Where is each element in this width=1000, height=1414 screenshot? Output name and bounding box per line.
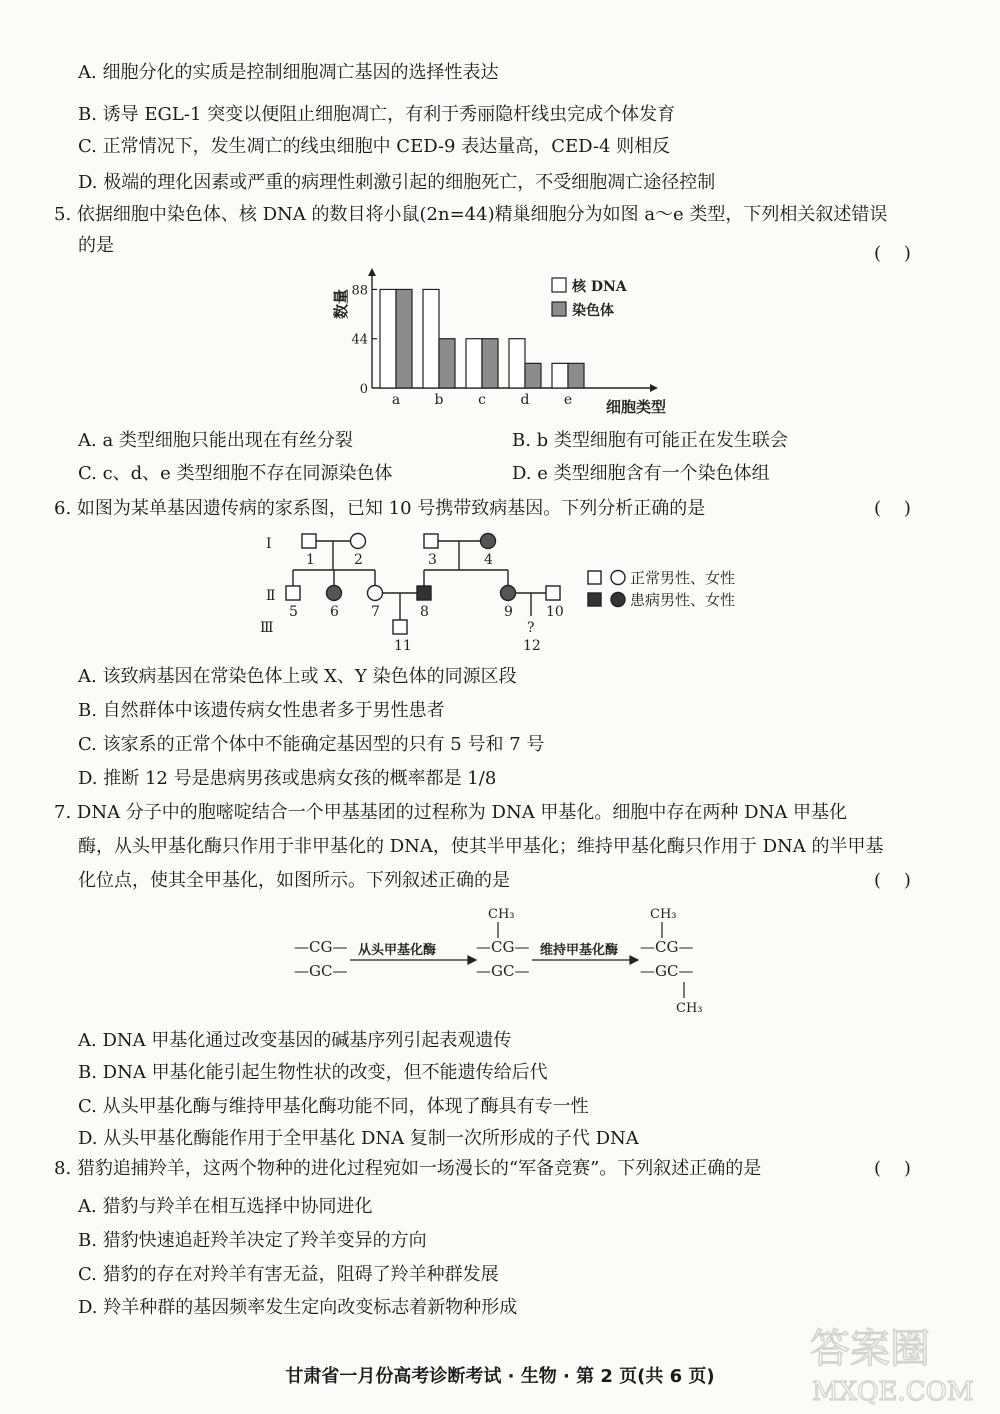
x-axis-arrow <box>650 384 658 392</box>
bar-d-chromosome <box>525 363 541 388</box>
svg-text:11: 11 <box>394 638 412 654</box>
bar-e-chromosome <box>568 363 584 388</box>
q8-option-a: A. 猎豹与羚羊在相互选择中协同进化 <box>78 1196 373 1217</box>
bar-b-chromosome <box>439 339 455 388</box>
q6-pedigree <box>250 528 770 658</box>
unknown-mark: ? <box>527 620 535 636</box>
y-axis-label: 数量 <box>332 288 350 320</box>
individual-1 <box>302 534 316 548</box>
svg-text:10: 10 <box>546 604 564 620</box>
svg-text:6: 6 <box>330 604 339 620</box>
individual-9 <box>501 586 516 601</box>
q8-option-d: D. 羚羊种群的基因频率发生定向改变标志着新物种形成 <box>78 1297 518 1318</box>
methyl-1: CH₃ <box>488 907 515 922</box>
q6-option-a: A. 该致病基因在常染色体上或 X、Y 染色体的同源区段 <box>78 666 517 687</box>
gen-label-1: Ⅰ <box>266 536 272 552</box>
q4-option-d: D. 极端的理化因素或严重的病理性刺激引起的细胞死亡，不受细胞凋亡途径控制 <box>78 172 716 193</box>
strand-bottom-1: —GC— <box>294 962 348 980</box>
methyl-3: CH₃ <box>676 1001 703 1016</box>
bar-c-chromosome <box>482 339 498 388</box>
y-tick-label: 0 <box>359 382 368 397</box>
legend-swatch <box>552 302 566 316</box>
legend-label: 核 DNA <box>572 279 627 295</box>
q8-option-c: C. 猎豹的存在对羚羊有害无益，阻碍了羚羊种群发展 <box>78 1264 499 1285</box>
svg-text:9: 9 <box>504 604 513 620</box>
legend-normal: 正常男性、女性 <box>630 569 736 587</box>
individual-2 <box>351 534 366 549</box>
strand-top-3: —CG— <box>640 938 694 956</box>
page-footer: 甘肃省一月份高考诊断考试 · 生物 · 第 2 页(共 6 页) <box>285 1366 715 1387</box>
pedigree-legend <box>588 571 625 607</box>
svg-text:5: 5 <box>289 604 298 620</box>
enzyme2-label: 维持甲基化酶 <box>540 943 619 958</box>
svg-text:12: 12 <box>523 638 541 654</box>
q5-option-c: C. c、d、e 类型细胞不存在同源染色体 <box>78 463 393 484</box>
q5-option-b: B. b 类型细胞有可能正在发生联会 <box>512 430 788 451</box>
svg-text:3: 3 <box>428 552 437 568</box>
individual-11 <box>393 620 407 634</box>
legend-affected: 患病男性、女性 <box>630 591 736 609</box>
individual-4 <box>481 534 496 549</box>
q4-option-c: C. 正常情况下，发生凋亡的线虫细胞中 CED-9 表达量高，CED-4 则相反 <box>78 136 671 157</box>
gen-label-2: Ⅱ <box>266 588 276 604</box>
q7-option-b: B. DNA 甲基化能引起生物性状的改变，但不能遗传给后代 <box>78 1062 548 1083</box>
strand-bottom-3: —GC— <box>640 962 694 980</box>
legend-swatch <box>552 278 566 292</box>
strand-top-2: —CG— <box>476 938 530 956</box>
bar-a-chromosome <box>396 289 412 388</box>
q8-stem: 8. 猎豹追捕羚羊，这两个物种的进化过程宛如一场漫长的“军备竞赛”。下列叙述正确的是 <box>54 1158 762 1179</box>
y-axis-arrow <box>368 268 376 276</box>
individual-6 <box>327 586 342 601</box>
bar-c-dna <box>466 339 482 388</box>
svg-text:答案圈: 答案圈 <box>810 1326 930 1372</box>
q8-answer-paren: ( ) <box>874 1158 911 1179</box>
q5-option-d: D. e 类型细胞含有一个染色体组 <box>512 463 770 484</box>
individual-3 <box>424 534 438 548</box>
q7-stem-line1: 7. DNA 分子中的胞嘧啶结合一个甲基基团的过程称为 DNA 甲基化。细胞中存在两种 DNA 甲基化 <box>54 802 848 823</box>
q7-option-d: D. 从头甲基化酶能作用于全甲基化 DNA 复制一次所形成的子代 DNA <box>78 1128 639 1149</box>
x-tick-label: a <box>391 392 401 408</box>
q5-answer-paren: ( ) <box>874 243 911 264</box>
q7-option-a: A. DNA 甲基化通过改变基因的碱基序列引起表观遗传 <box>78 1030 512 1051</box>
watermark-logo <box>796 1312 986 1408</box>
q7-answer-paren: ( ) <box>874 870 911 891</box>
strand-bottom-2: —GC— <box>476 962 530 980</box>
x-axis-label: 细胞类型 <box>606 398 667 416</box>
bar-a-dna <box>380 289 396 388</box>
enzyme1-label: 从头甲基化酶 <box>358 943 437 958</box>
q6-option-d: D. 推断 12 号是患病男孩或患病女孩的概率都是 1/8 <box>78 768 497 789</box>
q5-stem-line1: 5. 依据细胞中染色体、核 DNA 的数目将小鼠(2n=44)精巢细胞分为如图 a～e 类型，下列相关叙述错误 <box>54 204 888 225</box>
q5-bar-chart <box>320 262 680 422</box>
x-tick-label: e <box>563 392 573 408</box>
individual-10 <box>546 586 560 600</box>
q5-option-a: A. a 类型细胞只能出现在有丝分裂 <box>78 430 353 451</box>
legend-label: 染色体 <box>572 303 614 319</box>
svg-text:7: 7 <box>371 604 380 620</box>
methyl-2: CH₃ <box>650 907 677 922</box>
individual-8 <box>417 586 431 600</box>
bar-d-dna <box>509 339 525 388</box>
q6-stem: 6. 如图为某单基因遗传病的家系图，已知 10 号携带致病基因。下列分析正确的是 <box>54 498 706 519</box>
x-tick-label: c <box>478 392 486 408</box>
svg-text:1: 1 <box>306 552 315 568</box>
svg-text:4: 4 <box>484 552 493 568</box>
svg-text:MXQE.COM: MXQE.COM <box>812 1377 974 1407</box>
q5-stem-line2: 的是 <box>78 235 114 256</box>
gen-label-3: Ⅲ <box>260 620 274 636</box>
x-tick-label: b <box>434 392 444 408</box>
individual-5 <box>286 586 300 600</box>
svg-text:8: 8 <box>420 604 429 620</box>
svg-text:2: 2 <box>354 552 363 568</box>
bar-b-dna <box>423 289 439 388</box>
q7-methylation-diagram <box>290 900 720 1020</box>
q7-option-c: C. 从头甲基化酶与维持甲基化酶功能不同，体现了酶具有专一性 <box>78 1096 589 1117</box>
chart-legend <box>552 278 628 319</box>
bar-e-dna <box>552 363 568 388</box>
y-tick-label: 44 <box>351 332 368 348</box>
y-tick-label: 88 <box>351 283 368 299</box>
strand-top-1: —CG— <box>294 938 348 956</box>
q4-option-a: A. 细胞分化的实质是控制细胞凋亡基因的选择性表达 <box>78 62 499 83</box>
q4-option-b: B. 诱导 EGL-1 突变以便阻止细胞凋亡，有利于秀丽隐杆线虫完成个体发育 <box>78 104 676 125</box>
q6-option-c: C. 该家系的正常个体中不能确定基因型的只有 5 号和 7 号 <box>78 734 545 755</box>
q8-option-b: B. 猎豹快速追赶羚羊决定了羚羊变异的方向 <box>78 1230 427 1251</box>
q7-stem-line2: 酶，从头甲基化酶只作用于非甲基化的 DNA，使其半甲基化；维持甲基化酶只作用于 DNA 的半甲基 <box>78 836 884 857</box>
q6-answer-paren: ( ) <box>874 498 911 519</box>
x-tick-label: d <box>520 392 530 408</box>
individual-7 <box>368 586 383 601</box>
q6-option-b: B. 自然群体中该遗传病女性患者多于男性患者 <box>78 700 445 721</box>
q7-stem-line3: 化位点，使其全甲基化，如图所示。下列叙述正确的是 <box>78 870 510 891</box>
